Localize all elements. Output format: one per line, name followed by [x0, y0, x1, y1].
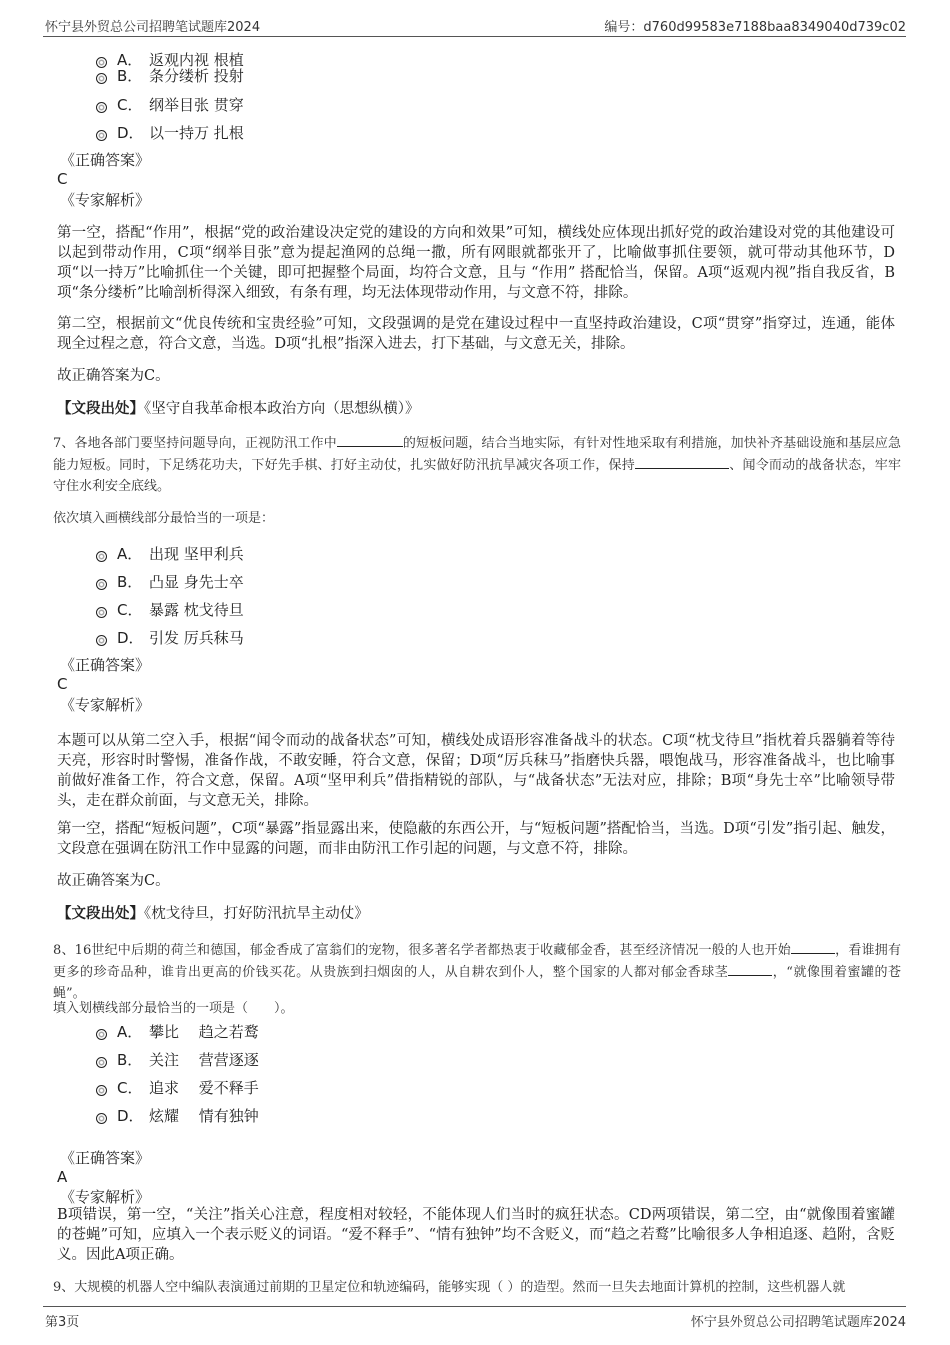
q8-option-d[interactable]: D． 炫耀 情有独钟 [96, 1103, 259, 1127]
q8-analysis-p1: B项错误，第一空，“关注”指关心注意，程度相对较轻，不能体现人们当时的疯狂状态。CD两项错误，第二空，由“就像围着蜜罐的苍蝇”可知，应填入一个表示贬义的词语。“爱不释手”、“情有独钟”均不含贬义，而“趋之若鹜”比喻很多人争相追逐、趋附，含贬义。因此A项正确。 [57, 1207, 895, 1263]
q7-analysis-label: 《专家解析》 [60, 696, 151, 714]
q8-option-c[interactable]: C． 追求 爱不释手 [96, 1075, 259, 1099]
q7-question: 7、各地各部门要坚持问题导向，正视防汛工作中 的短板问题，结合当地实际，有针对性地采取有利措施，加快补齐基础设施和基层应急能力短板。同时，下足绣花功夫，下好先手棋、打好主动仗，扎实做好防汛抗旱减灾各项工作，保持 、闻令而动的战备状态，牢牢守住水利安全底线。 [53, 432, 901, 497]
q6-analysis-p1: 第一空，搭配“作用”，根据“党的政治建设决定党的建设的方向和效果”可知，横线处应体现出抓好党的政治建设对党的其他建设可以起到带动作用，C项“纲举目张”意为提起渔网的总绳一撒，所有网眼就都张开了，比喻做事抓住要领，就可带动其他环节，D项“以一持万”比喻抓住一个关键，即可把握整个局面，均符合文意，且与 “作用” 搭配恰当，保留。A项“返观内视”指自我反省，B项“条分缕析”比喻剖析得深入细致，有条有理，均无法体现带动作用，与文意不符，排除。 [57, 225, 895, 301]
q7-analysis-p2: 第一空，搭配“短板问题”，C项“暴露”指显露出来，使隐蔽的东西公开，与“短板问题”搭配恰当，当选。D项“引发”指引起、触发，文段意在强调在防汛工作中显露的问题，而非由防汛工作引起的问题，与文意不符，排除。 [57, 821, 895, 857]
q6-option-c[interactable]: C． 纲举目张 贯穿 [96, 92, 244, 116]
q8-blank-2[interactable] [728, 961, 772, 976]
header-title: 怀宁县外贸总公司招聘笔试题库2024 [45, 20, 261, 35]
radio-icon[interactable] [96, 635, 107, 646]
document-code: 编号：d760d99583e7188baa8349040d739c02 [604, 20, 906, 35]
radio-icon[interactable] [96, 579, 107, 590]
radio-icon[interactable] [96, 102, 107, 113]
q7-blank-1[interactable] [337, 432, 403, 447]
q7-answer-label: 《正确答案》 [60, 656, 151, 674]
radio-icon[interactable] [96, 130, 107, 141]
page-number: 第3页 [45, 1315, 80, 1330]
q9-question: 9、大规模的机器人空中编队表演通过前期的卫星定位和轨迹编码，能够实现（ ）的造型。然而一旦失去地面计算机的控制，这些机器人就 [53, 1280, 846, 1295]
q8-answer-label: 《正确答案》 [60, 1149, 151, 1167]
q8-prompt: 填入划横线部分最恰当的一项是（ ）。 [53, 1001, 294, 1016]
radio-icon[interactable] [96, 73, 107, 84]
radio-icon[interactable] [96, 1029, 107, 1040]
radio-icon[interactable] [96, 551, 107, 562]
q6-analysis-p2: 第二空，根据前文“优良传统和宝贵经验”可知，文段强调的是党在建设过程中一直坚持政治建设，C项“贯穿”指穿过，连通，能体现全过程之意，符合文意，当选。D项“扎根”指深入进去，打下基础，与文意无关，排除。 [57, 316, 895, 352]
q7-prompt: 依次填入画横线部分最恰当的一项是： [53, 511, 275, 526]
q7-analysis-p3: 故正确答案为C。 [57, 873, 170, 889]
radio-icon[interactable] [96, 607, 107, 618]
q6-answer-label: 《正确答案》 [60, 151, 151, 169]
q7-option-a[interactable]: A． 出现 坚甲利兵 [96, 541, 244, 565]
q8-option-a[interactable]: A． 攀比 趋之若鹜 [96, 1019, 259, 1043]
q6-answer: C [57, 170, 68, 188]
q7-option-c[interactable]: C． 暴露 枕戈待旦 [96, 597, 244, 621]
q6-option-a[interactable]: A． 返观内视 根植 [96, 47, 244, 71]
q6-analysis-p3: 故正确答案为C。 [57, 368, 170, 384]
q7-source: 【文段出处】《枕戈待旦，打好防汛抗旱主动仗》 [57, 905, 369, 922]
q6-option-d[interactable]: D． 以一持万 扎根 [96, 120, 244, 144]
q8-blank-1[interactable] [791, 939, 835, 954]
q7-option-d[interactable]: D． 引发 厉兵秣马 [96, 625, 244, 649]
q7-option-b[interactable]: B． 凸显 身先士卒 [96, 569, 244, 593]
q8-question: 8、16世纪中后期的荷兰和德国，郁金香成了富翁们的宠物，很多著名学者都热衷于收藏郁金香，甚至经济情况一般的人也开始 ，看谁拥有更多的珍奇品种，谁肯出更高的价钱买花。从贵族到扫烟囱的人，从自耕农到仆人，整个国家的人都对郁金香球茎 ，“就像围着蜜罐的苍蝇”。 [53, 939, 901, 1004]
radio-icon[interactable] [96, 1085, 107, 1096]
q8-analysis-label: 《专家解析》 [60, 1188, 151, 1206]
footer-divider [43, 1306, 906, 1307]
q6-source: 【文段出处】《坚守自我革命根本政治方向（思想纵横）》 [57, 400, 420, 417]
radio-icon[interactable] [96, 1113, 107, 1124]
header-divider [43, 36, 906, 37]
footer-title: 怀宁县外贸总公司招聘笔试题库2024 [690, 1315, 906, 1330]
q7-analysis-p1: 本题可以从第二空入手，根据“闻令而动的战备状态”可知，横线处成语形容准备战斗的状态。C项“枕戈待旦”指枕着兵器躺着等待天亮，形容时时警惕，准备作战，不敢安睡，符合文意，保留；D项“厉兵秣马”指磨快兵器，喂饱战马，形容准备战斗，也比喻事前做好准备工作，符合文意，保留。A项“坚甲利兵”借指精锐的部队，与“战备状态”无法对应，排除；B项“身先士卒”比喻领导带头，走在群众前面，与文意无关，排除。 [57, 733, 895, 809]
q7-blank-2[interactable] [635, 454, 729, 469]
radio-icon[interactable] [96, 1057, 107, 1068]
q6-option-b[interactable]: B． 条分缕析 投射 [96, 63, 244, 87]
q6-analysis-label: 《专家解析》 [60, 191, 151, 209]
q8-answer: A [57, 1168, 68, 1186]
q7-answer: C [57, 675, 68, 693]
q8-option-b[interactable]: B． 关注 营营逐逐 [96, 1047, 259, 1071]
